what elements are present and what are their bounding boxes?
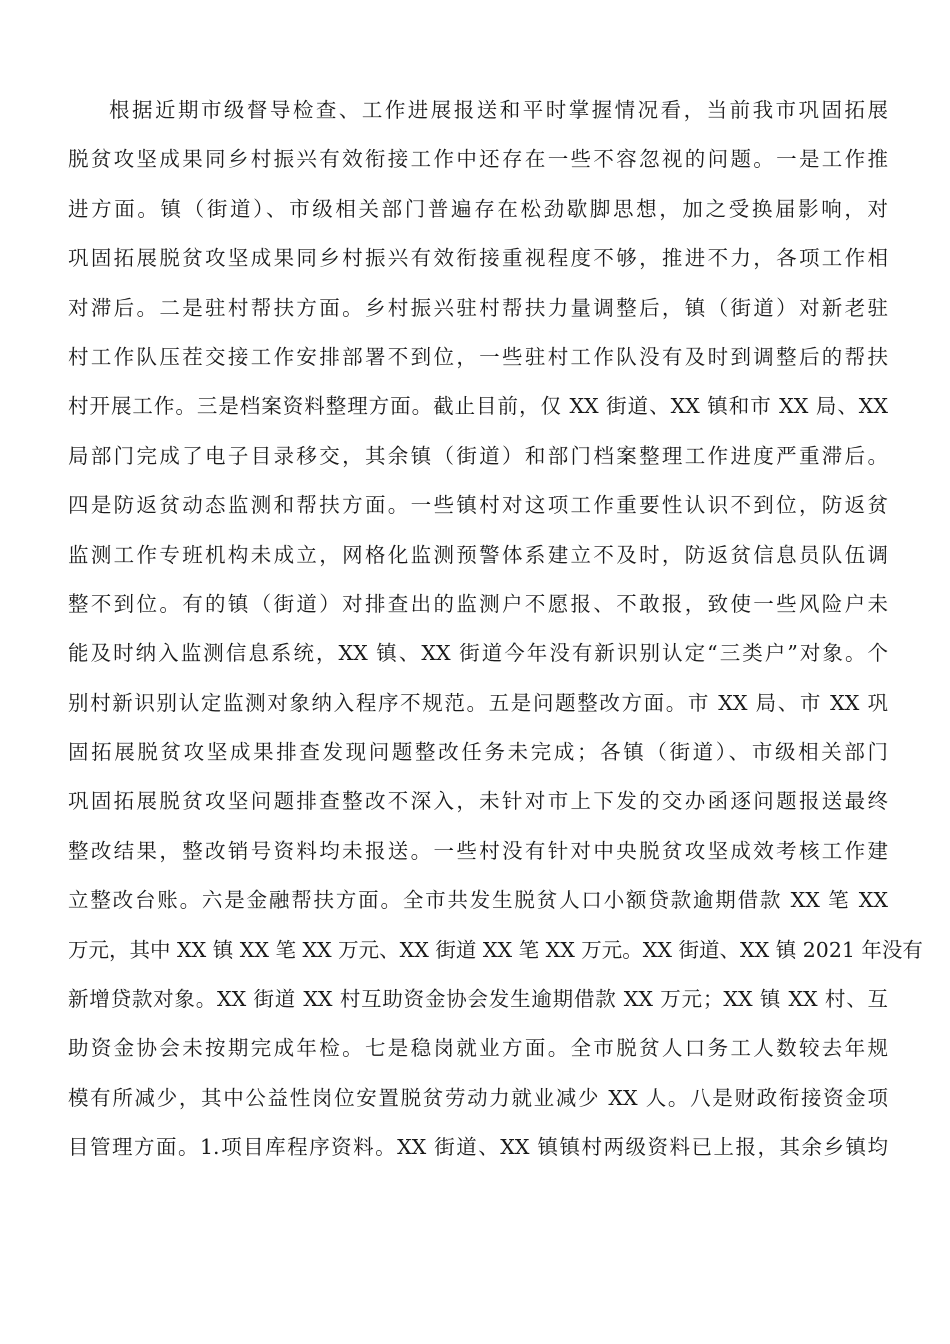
text-line: 万元，其中 XX 镇 XX 笔 XX 万元、XX 街道 XX 笔 XX 万元。XX 街道、XX 镇 2021 年没有	[68, 937, 923, 962]
text-line: 固拓展脱贫攻坚成果排查发现问题整改任务未完成；各镇（街道）、市级相关部门	[68, 740, 888, 765]
text-line: 巩固拓展脱贫攻坚成果同乡村振兴有效衔接重视程度不够，推进不力，各项工作相	[68, 246, 888, 271]
text-line: 村工作队压茬交接工作安排部署不到位，一些驻村工作队没有及时到调整后的帮扶	[68, 344, 888, 369]
text-line: 四是防返贫动态监测和帮扶方面。一些镇村对这项工作重要性认识不到位，防返贫	[68, 493, 888, 518]
text-line: 立整改台账。六是金融帮扶方面。全市共发生脱贫人口小额贷款逾期借款 XX 笔 XX	[68, 888, 888, 913]
text-line: 能及时纳入监测信息系统，XX 镇、XX 街道今年没有新识别认定“三类户”对象。个	[68, 641, 888, 666]
text-line: 局部门完成了电子目录移交，其余镇（街道）和部门档案整理工作进度严重滞后。	[68, 443, 888, 468]
text-line: 对滞后。二是驻村帮扶方面。乡村振兴驻村帮扶力量调整后，镇（街道）对新老驻	[68, 295, 888, 320]
body-paragraph	[68, 86, 923, 1173]
text-line: 根据近期市级督导检查、工作进展报送和平时掌握情况看，当前我市巩固拓展	[109, 98, 888, 122]
text-line: 脱贫攻坚成果同乡村振兴有效衔接工作中还存在一些不容忽视的问题。一是工作推	[68, 147, 888, 172]
text-line: 进方面。镇（街道）、市级相关部门普遍存在松劲歇脚思想，加之受换届影响，对	[68, 196, 888, 221]
text-line: 监测工作专班机构未成立，网格化监测预警体系建立不及时，防返贫信息员队伍调	[68, 542, 888, 567]
text-line: 模有所减少，其中公益性岗位安置脱贫劳动力就业减少 XX 人。八是财政衔接资金项	[68, 1085, 888, 1110]
text-line: 村开展工作。三是档案资料整理方面。截止目前，仅 XX 街道、XX 镇和市 XX 局、XX	[68, 394, 888, 419]
text-line: 别村新识别认定监测对象纳入程序不规范。五是问题整改方面。市 XX 局、市 XX 巩	[68, 690, 888, 715]
text-line: 新增贷款对象。XX 街道 XX 村互助资金协会发生逾期借款 XX 万元；XX 镇 XX 村、互	[68, 987, 888, 1012]
text-line: 目管理方面。1.项目库程序资料。XX 街道、XX 镇镇村两级资料已上报，其余乡镇均	[68, 1135, 888, 1160]
text-line: 整不到位。有的镇（街道）对排查出的监测户不愿报、不敢报，致使一些风险户未	[68, 591, 888, 616]
text-line: 巩固拓展脱贫攻坚问题排查整改不深入，未针对市上下发的交办函逐问题报送最终	[68, 789, 888, 814]
text-line: 助资金协会未按期完成年检。七是稳岗就业方面。全市脱贫人口务工人数较去年规	[68, 1036, 888, 1061]
text-line: 整改结果，整改销号资料均未报送。一些村没有针对中央脱贫攻坚成效考核工作建	[68, 838, 888, 863]
